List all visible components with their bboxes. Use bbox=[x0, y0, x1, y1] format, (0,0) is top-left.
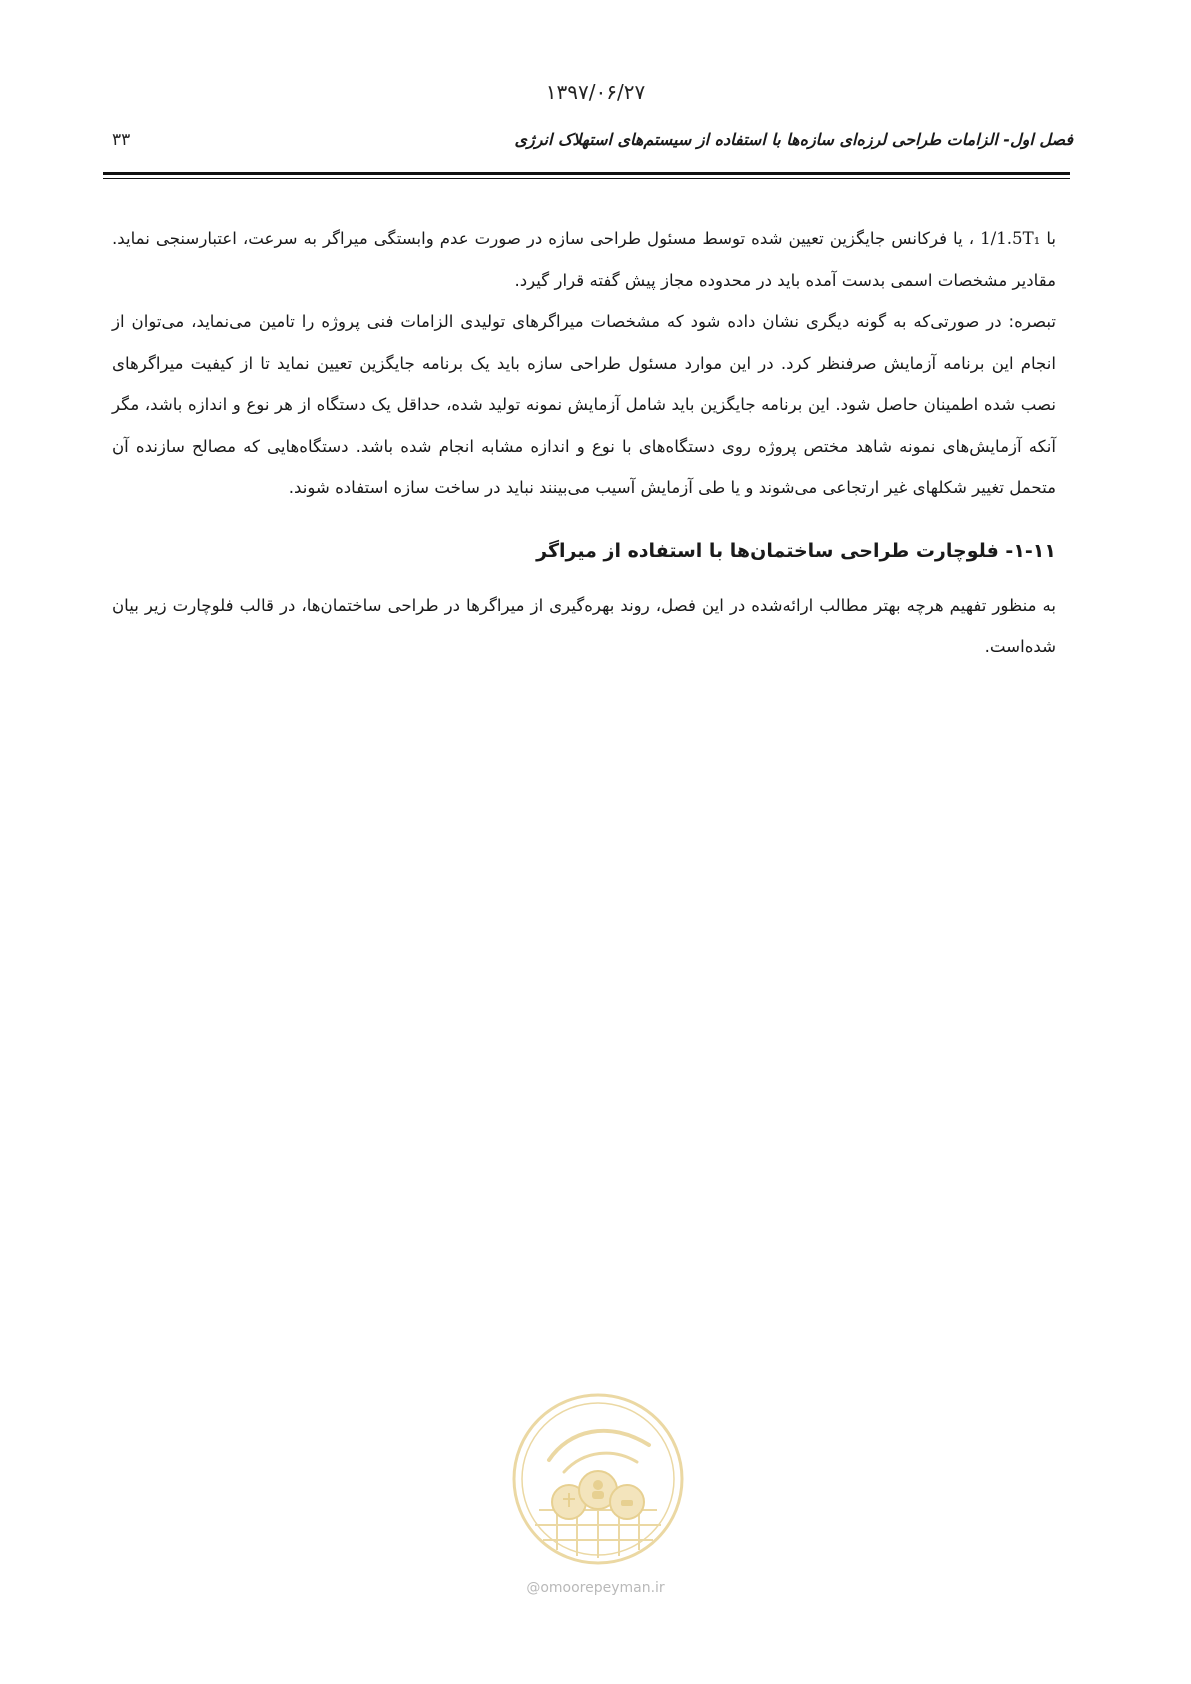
watermark-url: @omoorepeyman.ir bbox=[526, 1580, 665, 1596]
watermark-logo-icon bbox=[509, 1390, 687, 1568]
paragraph-validation-text: ، یا فرکانس جایگزین تعیین شده توسط مسئول طراحی سازه در صورت عدم وابستگی میراگر به سرعت، اعتبارسنجی نماید. مقادیر مشخصات اسمی بدست آمده باید در محدوده مجاز پیش گفته قرار گیرد. bbox=[112, 229, 1056, 290]
page-body bbox=[112, 218, 1056, 668]
paragraph-validation bbox=[112, 218, 1056, 301]
running-header-title: فصل اول- الزامات طراحی لرزه‌ای سازه‌ها با استفاده از سیستم‌های استهلاک انرژی bbox=[514, 130, 1073, 149]
period-formula: 1/1.5T₁ bbox=[980, 229, 1041, 248]
header-rule-thin bbox=[103, 178, 1070, 179]
paragraph-prefix: با bbox=[1046, 229, 1057, 248]
header-rule-thick bbox=[103, 172, 1070, 175]
paragraph-flowchart-intro: به منظور تفهیم هرچه بهتر مطالب ارائه‌شده در این فصل، روند بهره‌گیری از میراگرها در طراحی ساختمان‌ها، در قالب فلوچارت زیر بیان شده‌است. bbox=[112, 595, 1056, 656]
paragraph-note: تبصره: در صورتی‌که به گونه دیگری نشان داده شود که مشخصات میراگرهای تولیدی الزامات فنی پروژه را تامین می‌نماید، می‌توان از انجام این برنامه آزمایش صرفنظر کرد. در این موارد مسئول طراحی سازه باید یک برنامه جایگزین تعیین نماید تا از کیفیت میراگرهای نصب شده اطمینان حاصل شود. این برنامه جایگزین باید شامل آزمایش نمونه تولید شده، حداقل یک دستگاه از هر نوع و اندازه باشد، مگر آنکه آزمایش‌های نمونه شاهد مختص پروژه روی دستگاه‌های با نوع و اندازه مشابه انجام شده باشد. دستگاه‌هایی که مصالح سازنده آن متحمل تغییر شکلهای غیر ارتجاعی می‌شوند و یا طی آزمایش آسیب می‌بینند نباید در ساخت سازه استفاده شوند. bbox=[112, 312, 1056, 497]
page-number: ۳۳ bbox=[112, 130, 131, 150]
section-heading: ۱-۱۱- فلوچارت طراحی ساختمان‌ها با استفاده از میراگر bbox=[536, 539, 1056, 562]
watermark-logo bbox=[509, 1390, 687, 1568]
document-date: ۱۳۹۷/۰۶/۲۷ bbox=[545, 80, 646, 104]
